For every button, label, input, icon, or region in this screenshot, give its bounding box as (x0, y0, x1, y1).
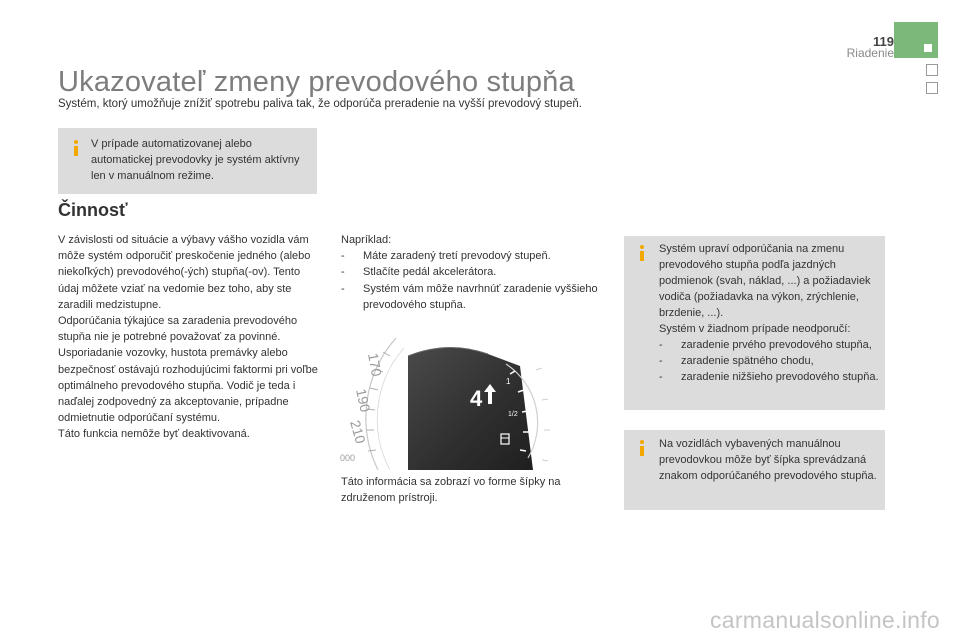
info-box-automatic (58, 128, 317, 194)
example-step: - Máte zaradený tretí prevodový stupeň. (341, 250, 551, 263)
chapter-tab-box-2 (926, 82, 938, 94)
info-automatic-text: V prípade automatizovanej alebo automatickej prevodovky je systém aktívny len v manuálnom režime. (91, 138, 300, 182)
info-box-adjust (624, 236, 885, 410)
operation-text (58, 232, 320, 443)
example-intro: Napríklad: (341, 234, 392, 246)
dial-scale-number: 190 (353, 387, 374, 414)
info-adjust-item: - zaradenie nižšieho prevodového stupňa. (659, 371, 879, 383)
chapter-tab-box-1 (926, 64, 938, 76)
tab-marker-icon (924, 44, 932, 52)
instrument-cluster-illustration (338, 330, 560, 470)
info-icon (70, 140, 82, 156)
info-box-manual (624, 430, 885, 510)
info-adjust-item: - zaradenie spätného chodu, (659, 355, 814, 367)
info-adjust-never: Systém v žiadnom prípade neodporučí: (659, 323, 851, 335)
page-subtitle: Systém, ktorý umožňuje znížiť spotrebu paliva tak, že odporúča preradenie na vyšší prevodový stupeň. (58, 98, 583, 110)
section-heading: Činnosť (58, 200, 128, 220)
info-adjust-item: - zaradenie prvého prevodového stupňa, (659, 339, 872, 351)
example-step: - Systém vám môže navrhnúť zaradenie vyššieho prevodového stupňa. (341, 282, 598, 311)
gear-indicator-number: 4 (470, 386, 483, 411)
operation-paragraph-3: Táto funkcia nemôže byť deaktivovaná. (58, 428, 250, 441)
example-list (341, 232, 603, 313)
example-step: - Stlačíte pedál akcelerátora. (341, 266, 497, 279)
page-title: Ukazovateľ zmeny prevodového stupňa (58, 66, 575, 98)
odometer-digits: 000 (340, 453, 356, 463)
chapter-tab-active (894, 22, 938, 58)
fuel-full-label: 1 (506, 377, 511, 386)
operation-paragraph-2: Odporúčania týkajúce sa zaradenia prevodového stupňa nie je potrebné považovať za povinné. Usporiadanie vozovky, hustota premávky alebo bezpečnosť ostávajú rozhodujúcimi faktormi pri voľbe optimálneho prevodového stupňa. Vodič je teda i naďalej zodpovedný za akceptovanie, prípadne odmietnutie odporúčaní systému. (58, 315, 318, 425)
info-icon (636, 245, 648, 261)
dial-scale-number: 170 (365, 351, 385, 378)
fuel-half-label: 1/2 (508, 411, 518, 418)
illustration-caption: Táto informácia sa zobrazí vo forme šípky na združenom prístroji. (341, 476, 561, 505)
dial-scale-number: 210 (347, 418, 369, 446)
info-icon (636, 440, 648, 456)
info-manual-text: Na vozidlách vybavených manuálnou prevodovkou môže byť šípka sprevádzaná znakom odporúčaného prevodového stupňa. (659, 438, 877, 482)
watermark: carmanualsonline.info (709, 607, 940, 633)
operation-paragraph-1: V závislosti od situácie a výbavy vášho vozidla vám môže systém odporučiť preskočenie jedného (alebo niekoľkých) prevodového(-ých) stupňa(-ov). Tento údaj môžete vziať na vedomie bez toho, aby ste zaradili medzistupne. (58, 234, 311, 311)
info-adjust-intro: Systém upraví odporúčania na zmenu prevodového stupňa podľa jazdných podmienok (svah, náklad, ...) a požiadaviek vodiča (požiadavka na výkon, zrýchlenie, brzdenie, ...). (659, 243, 871, 319)
chapter-label: Riadenie (846, 46, 894, 60)
page-number: 119 (873, 34, 894, 49)
